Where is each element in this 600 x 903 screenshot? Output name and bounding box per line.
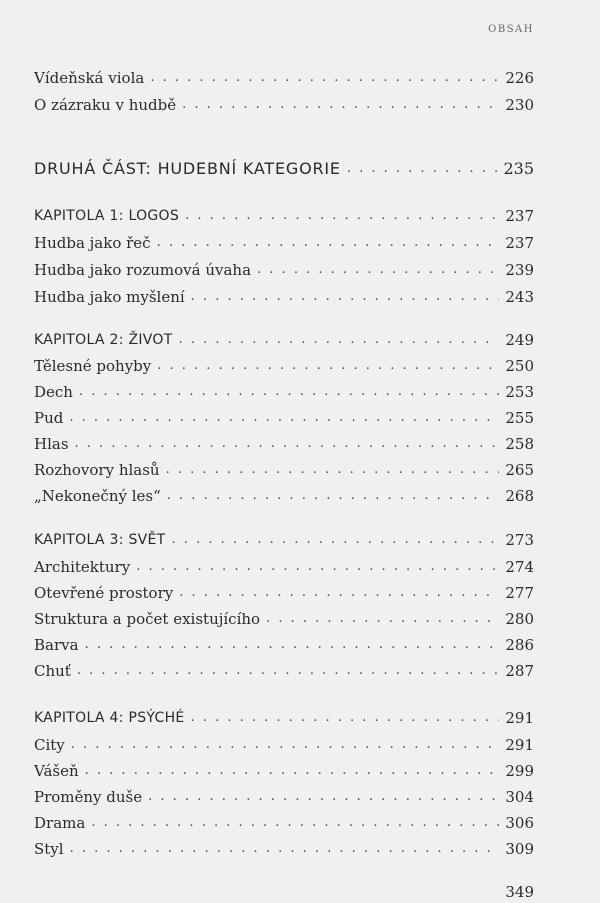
toc-entry-title: Rozhovory hlasů xyxy=(34,461,160,479)
leader-dots xyxy=(150,68,499,88)
toc-chapter-heading xyxy=(34,526,534,550)
running-header: OBSAH xyxy=(488,24,534,35)
toc-entry-title: Drama xyxy=(34,814,86,832)
toc-entry xyxy=(34,657,534,681)
toc-entry-title: KAPITOLA 3: SVĚT xyxy=(34,532,166,548)
toc-entry xyxy=(34,553,534,577)
toc-entry-title: DRUHÁ ČÁST: HUDEBNÍ KATEGORIE xyxy=(34,159,341,178)
toc-entry-page: 306 xyxy=(505,814,534,832)
toc-entry-title: KAPITOLA 4: PSÝCHÉ xyxy=(34,710,185,726)
toc-entry xyxy=(34,229,534,253)
toc-entry-title: Chuť xyxy=(34,662,71,680)
toc-entry xyxy=(34,283,534,307)
toc-entry-page: 250 xyxy=(505,357,534,375)
leader-dots xyxy=(167,486,500,506)
toc-entry-title: Hudba jako řeč xyxy=(34,234,151,252)
leader-dots xyxy=(71,735,500,755)
toc-entry-title: Pud xyxy=(34,409,64,427)
toc-entry xyxy=(34,91,534,115)
toc-entry-page: 237 xyxy=(505,207,534,225)
toc-entry xyxy=(34,430,534,454)
leader-dots xyxy=(148,787,499,807)
leader-dots xyxy=(257,260,499,280)
toc-entry-title: KAPITOLA 2: ŽIVOT xyxy=(34,332,173,348)
toc-entry-page: 304 xyxy=(505,788,534,806)
toc-entry-page: 230 xyxy=(505,96,534,114)
toc-entry-title: KAPITOLA 1: LOGOS xyxy=(34,208,180,224)
toc-entry-page: 258 xyxy=(505,435,534,453)
toc-entry-title: Barva xyxy=(34,636,79,654)
toc-entry-title: Proměny duše xyxy=(34,788,143,806)
toc-entry-page: 235 xyxy=(503,159,534,178)
toc-entry-page: 280 xyxy=(505,610,534,628)
toc-entry-title: Otevřené prostory xyxy=(34,584,174,602)
toc-entry xyxy=(34,64,534,88)
toc-entry-page: 253 xyxy=(505,383,534,401)
toc-entry xyxy=(34,482,534,506)
toc-entry xyxy=(34,731,534,755)
leader-dots xyxy=(347,159,498,179)
toc-chapter-heading xyxy=(34,202,534,226)
toc-entry-page: 226 xyxy=(505,69,534,87)
leader-dots xyxy=(79,382,499,402)
leader-dots xyxy=(91,813,499,833)
toc-entry-page: 291 xyxy=(505,709,534,727)
toc-part-heading xyxy=(34,155,534,179)
toc-entry xyxy=(34,579,534,603)
toc-entry-title: „Nekonečný les“ xyxy=(34,487,161,505)
leader-dots xyxy=(182,95,499,115)
leader-dots xyxy=(77,661,500,681)
toc-entry-title: Hudba jako rozumová úvaha xyxy=(34,261,252,279)
toc-entry-page: 309 xyxy=(505,840,534,858)
toc-entry-page: 268 xyxy=(505,487,534,505)
toc-entry xyxy=(34,378,534,402)
leader-dots xyxy=(70,839,500,859)
toc-entry-title: Hudba jako myšlení xyxy=(34,288,185,306)
toc-entry xyxy=(34,605,534,629)
leader-dots xyxy=(179,330,500,350)
leader-dots xyxy=(75,434,500,454)
toc-entry-page: 277 xyxy=(505,584,534,602)
leader-dots xyxy=(136,557,499,577)
toc-entry-page: 274 xyxy=(505,558,534,576)
toc-entry-title: Architektury xyxy=(34,558,131,576)
toc-entry-title: Tělesné pohyby xyxy=(34,357,152,375)
toc-entry xyxy=(34,757,534,781)
toc-entry-page: 286 xyxy=(505,636,534,654)
toc-entry-page: 273 xyxy=(505,531,534,549)
toc-entry-title: Vídeňská viola xyxy=(34,69,145,87)
toc-entry-title: Dech xyxy=(34,383,73,401)
leader-dots xyxy=(191,708,500,728)
toc-entry-page: 287 xyxy=(505,662,534,680)
leader-dots xyxy=(85,635,500,655)
toc-entry-page: 255 xyxy=(505,409,534,427)
toc-entry xyxy=(34,456,534,480)
toc-entry xyxy=(34,809,534,833)
leader-dots xyxy=(69,408,499,428)
leader-dots xyxy=(157,233,500,253)
leader-dots xyxy=(157,356,499,376)
toc-entry-title: Struktura a počet existujícího xyxy=(34,610,261,628)
toc-chapter-heading xyxy=(34,326,534,350)
toc-entry xyxy=(34,352,534,376)
toc-entry-page: 299 xyxy=(505,762,534,780)
leader-dots xyxy=(179,583,499,603)
toc-entry-page: 249 xyxy=(505,331,534,349)
leader-dots xyxy=(85,761,500,781)
toc-entry xyxy=(34,835,534,859)
toc-entry-title: Vášeň xyxy=(34,762,79,780)
leader-dots xyxy=(172,530,500,550)
toc-entry-title: City xyxy=(34,736,65,754)
toc-entry-page: 265 xyxy=(505,461,534,479)
toc-entry-title: O zázraku v hudbě xyxy=(34,96,177,114)
toc-entry-title: Styl xyxy=(34,840,64,858)
toc-entry-page: 237 xyxy=(505,234,534,252)
leader-dots xyxy=(266,609,499,629)
toc-entry xyxy=(34,631,534,655)
toc-entry-page: 291 xyxy=(505,736,534,754)
toc-entry xyxy=(34,404,534,428)
toc-entry xyxy=(34,783,534,807)
page-number: 349 xyxy=(505,883,534,901)
toc-entry-page: 239 xyxy=(505,261,534,279)
toc-entry-page: 243 xyxy=(505,288,534,306)
leader-dots xyxy=(191,287,500,307)
toc-chapter-heading xyxy=(34,704,534,728)
toc-entry xyxy=(34,256,534,280)
leader-dots xyxy=(166,460,500,480)
toc-entry-title: Hlas xyxy=(34,435,69,453)
leader-dots xyxy=(185,206,499,226)
